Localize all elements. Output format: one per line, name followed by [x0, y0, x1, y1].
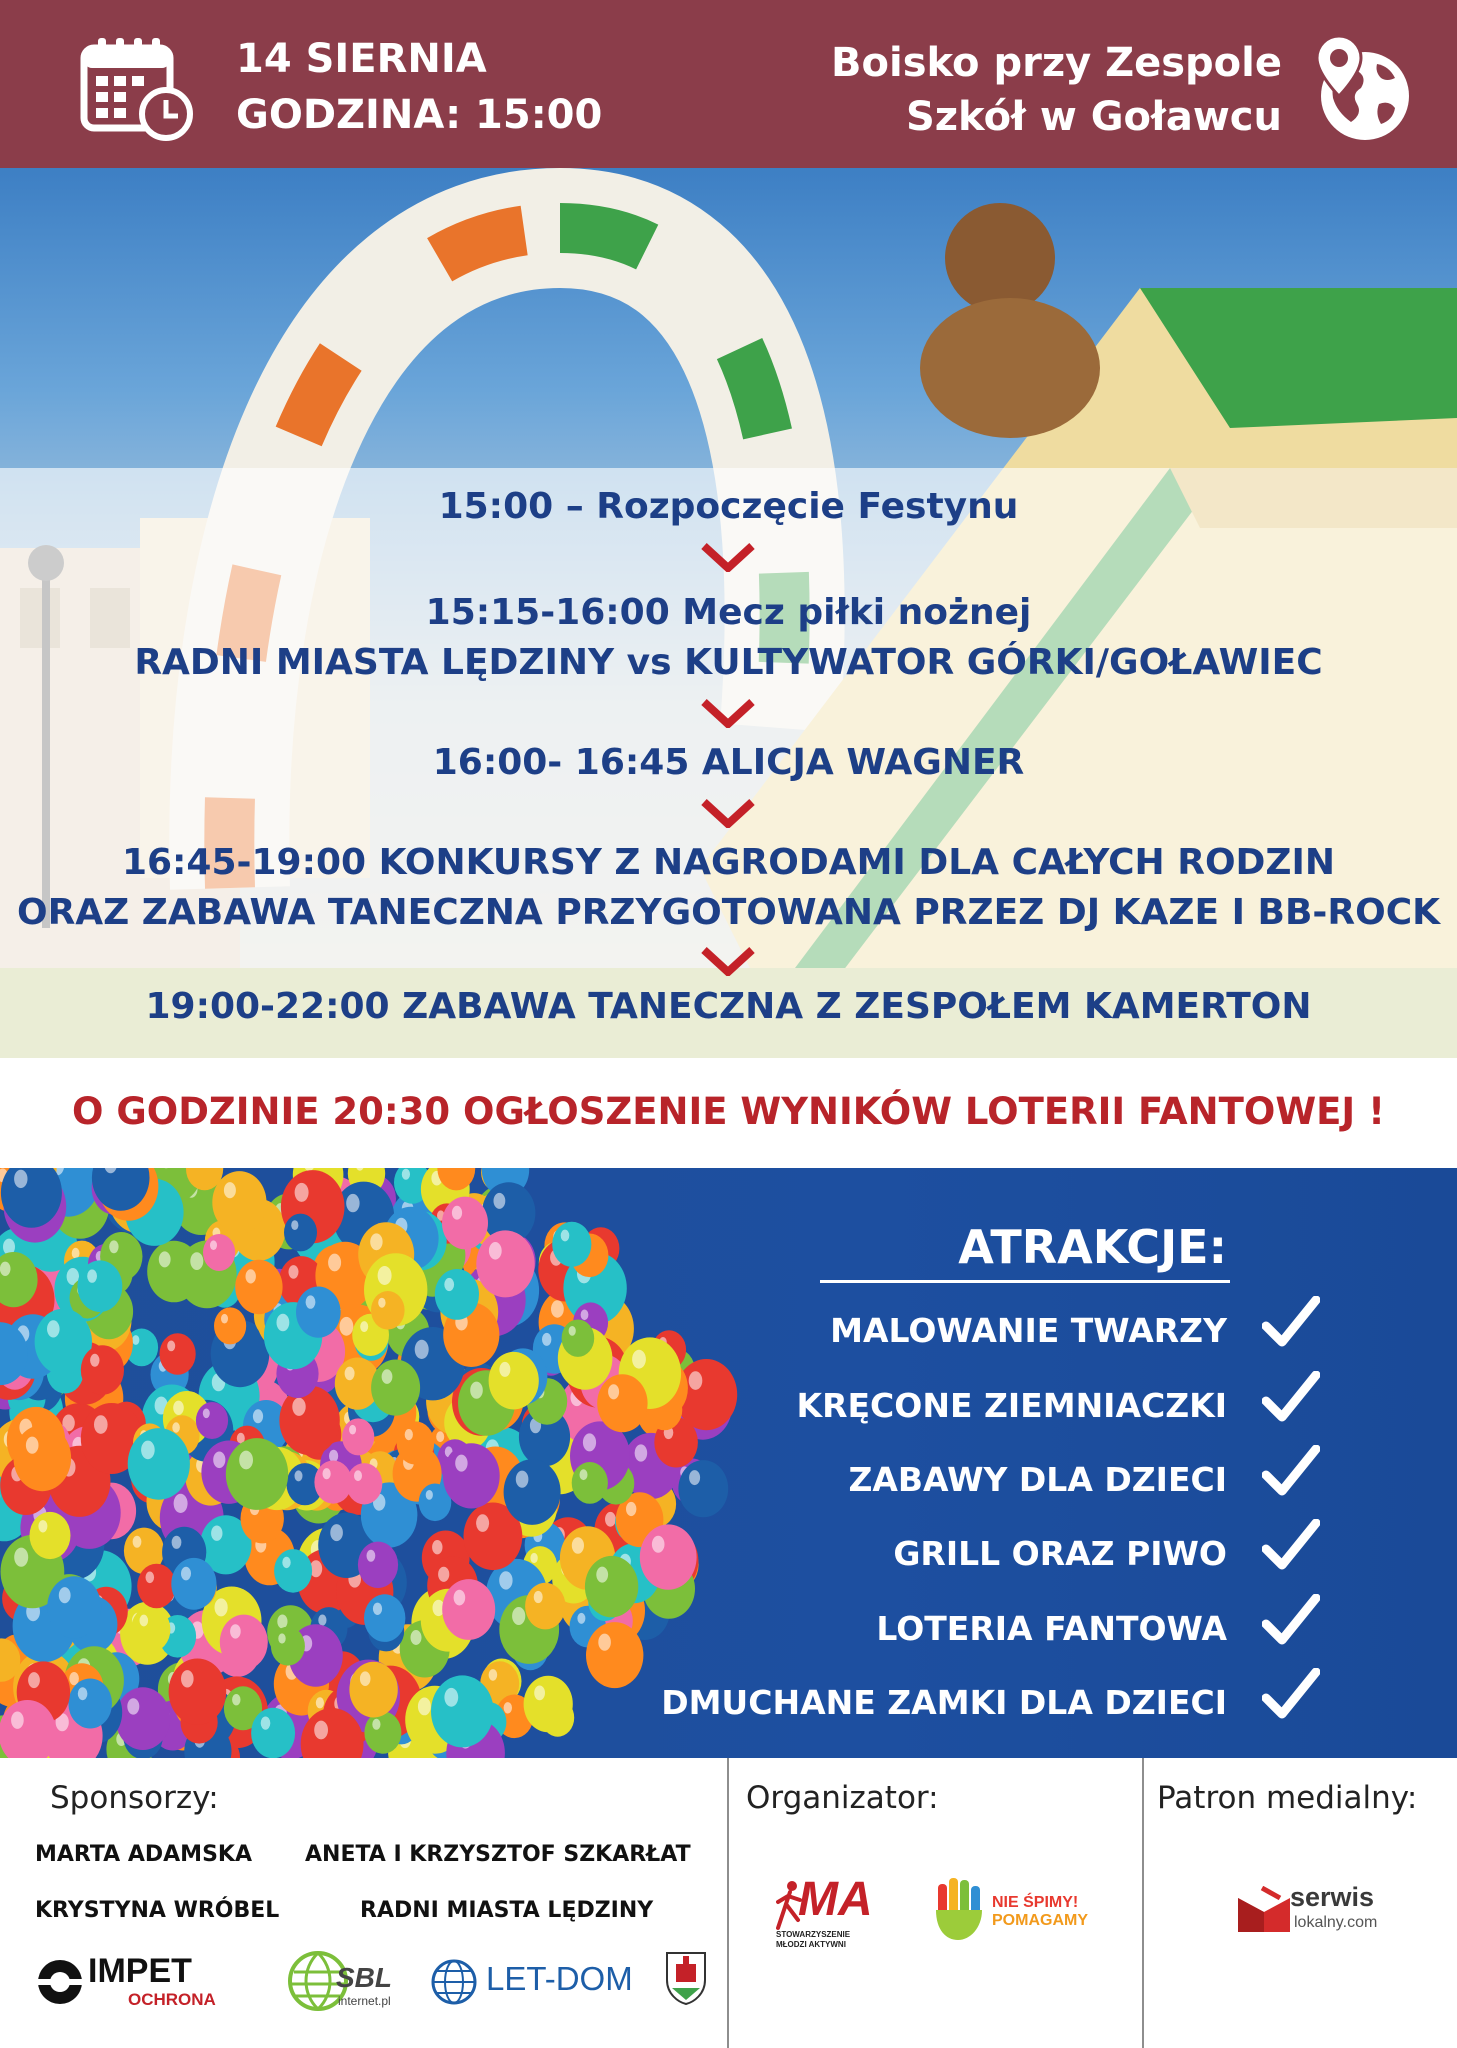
balloon-highlight: [11, 1712, 24, 1729]
balloon-shape: [169, 1659, 227, 1725]
attraction-item: LOTERIA FANTOWA: [876, 1609, 1227, 1648]
balloon-highlight: [608, 1384, 619, 1399]
serwis-subtitle: lokalny.com: [1294, 1914, 1378, 1931]
balloon-highlight: [211, 1526, 222, 1541]
balloon-shape: [349, 1662, 397, 1718]
balloon-shape: [314, 1461, 352, 1504]
balloon-highlight: [159, 1251, 171, 1267]
balloon-shape: [203, 1234, 235, 1271]
balloon-shape: [160, 1333, 196, 1375]
balloon-highlight: [444, 1688, 458, 1707]
event-date: 14 SIERNIA: [236, 36, 487, 82]
balloon-highlight: [346, 1194, 359, 1212]
checkmark-icon: [1262, 1519, 1320, 1571]
balloon-shape: [442, 1197, 488, 1250]
balloon-highlight: [561, 1230, 570, 1242]
sma-letters: MA: [798, 1873, 873, 1926]
balloon-highlight: [569, 1326, 576, 1336]
balloon-highlight: [378, 1298, 385, 1308]
balloon-shape: [14, 1425, 72, 1491]
schedule-item-football-teams: RADNI MIASTA LĘDZINY vs KULTYWATOR GÓRKI/GOŁAWIEC: [134, 642, 1323, 683]
balloon-shape: [572, 1462, 608, 1504]
balloon-highlight: [278, 1633, 285, 1643]
balloon-highlight: [436, 1431, 444, 1442]
balloon-highlight: [291, 1220, 298, 1230]
balloon-highlight: [572, 1537, 584, 1554]
schedule-item-football: 15:15-16:00 Mecz piłki nożnej: [425, 592, 1032, 633]
balloon-shape: [274, 1549, 312, 1593]
balloon-highlight: [172, 1422, 180, 1432]
balloon-highlight: [370, 1233, 382, 1250]
coat-of-arms-icon: [664, 1950, 708, 2006]
sbl-subtitle: internet.pl: [338, 1994, 391, 2008]
balloon-highlight: [489, 1669, 498, 1681]
serwis-lokalny-logo: [1236, 1876, 1396, 1946]
balloon-highlight: [14, 1548, 28, 1567]
balloon-highlight: [90, 1354, 99, 1367]
balloon-shape: [131, 1607, 170, 1652]
balloon-highlight: [318, 1615, 326, 1626]
place-block: [817, 34, 1417, 144]
balloon-highlight: [277, 1314, 290, 1332]
balloon-highlight: [405, 1429, 413, 1440]
balloon-highlight: [551, 1300, 564, 1317]
attraction-item: DMUCHANE ZAMKI DLA DZIECI: [661, 1683, 1227, 1722]
balloon-highlight: [181, 1567, 191, 1581]
impet-logo: [36, 1952, 236, 2012]
balloon-shape: [81, 1345, 124, 1395]
schedule-item-start: 15:00 – Rozpoczęcie Festynu: [438, 486, 1019, 527]
announcement-text: O GODZINIE 20:30 OGŁOSZENIE WYNIKÓW LOTERII FANTOWEJ !: [72, 1090, 1385, 1133]
sponsor-name: KRYSTYNA WRÓBEL: [35, 1898, 280, 1923]
letdom-name: LET-DOM: [486, 1960, 633, 1997]
balloon-highlight: [534, 1591, 543, 1603]
balloon-highlight: [261, 1717, 271, 1730]
balloon-highlight: [542, 1333, 551, 1346]
chevron-down-icon: [700, 542, 756, 572]
balloon-highlight: [499, 1362, 510, 1377]
balloon-highlight: [340, 1317, 354, 1336]
balloon-highlight: [330, 1524, 343, 1541]
balloon-highlight: [38, 1520, 47, 1532]
balloon-shape: [397, 1421, 435, 1464]
attractions-section: [0, 1168, 1457, 1758]
lottery-announcement: [0, 1058, 1457, 1168]
balloon-highlight: [323, 1468, 331, 1479]
sma-logo: [776, 1873, 876, 1958]
balloon-highlight: [316, 1697, 324, 1708]
location-globe-icon: [1307, 34, 1417, 144]
nie-spimy-logo: [930, 1876, 1110, 1946]
balloon-shape: [116, 1687, 171, 1750]
balloon-shape: [30, 1512, 71, 1559]
balloon-highlight: [411, 1630, 422, 1645]
schedule: [0, 486, 1457, 1046]
balloon-highlight: [499, 1571, 512, 1589]
balloon-shape: [342, 1418, 374, 1455]
balloon-highlight: [360, 1671, 371, 1686]
balloon-shape: [78, 1260, 123, 1312]
footer: [0, 1758, 1457, 2048]
balloon-highlight: [516, 1471, 529, 1488]
organizer-label: Organizator:: [746, 1780, 939, 1816]
balloon-shape: [431, 1675, 494, 1747]
sponsors-label: Sponsorzy:: [50, 1780, 219, 1816]
balloon-highlight: [295, 1470, 303, 1481]
balloon-highlight: [452, 1206, 462, 1220]
balloon-highlight: [577, 1613, 585, 1624]
balloon-shape: [552, 1222, 591, 1267]
schedule-item-concert: 16:00- 16:45 ALICJA WAGNER: [432, 742, 1025, 783]
balloon-highlight: [246, 1269, 256, 1283]
balloon-shape: [524, 1676, 573, 1733]
balloon-highlight: [109, 1240, 118, 1253]
balloon-highlight: [239, 1451, 253, 1470]
balloon-highlight: [345, 1367, 355, 1381]
checkmark-icon: [1262, 1296, 1320, 1348]
letdom-logo: [430, 1954, 633, 2010]
balloon-highlight: [373, 1603, 382, 1615]
balloon-highlight: [455, 1455, 467, 1472]
sponsor-name: ANETA I KRZYSZTOF SZKARŁAT: [305, 1842, 691, 1867]
balloon-shape: [128, 1428, 190, 1500]
balloon-highlight: [221, 1314, 228, 1324]
attraction-item: MALOWANIE TWARZY: [830, 1311, 1227, 1350]
serwis-lokalny-emblem-icon: [1236, 1886, 1292, 1934]
balloon-highlight: [253, 1409, 263, 1423]
balloon-highlight: [382, 1369, 393, 1384]
balloon-shape: [47, 1576, 101, 1638]
balloon-highlight: [372, 1719, 380, 1730]
sma-subtitle-1: STOWARZYSZENIE: [776, 1930, 851, 1939]
balloon-shape: [585, 1556, 638, 1617]
balloon-highlight: [133, 1536, 142, 1548]
balloon-shape: [251, 1708, 295, 1758]
balloon-highlight: [282, 1557, 290, 1568]
balloon-shape: [364, 1711, 401, 1753]
balloon-highlight: [598, 1634, 611, 1651]
footer-divider: [727, 1758, 729, 2048]
balloon-highlight: [438, 1567, 449, 1582]
balloon-highlight: [26, 1437, 39, 1454]
balloon-highlight: [360, 1321, 368, 1332]
balloon-highlight: [354, 1470, 362, 1481]
checkmark-icon: [1262, 1371, 1320, 1423]
balloon-highlight: [141, 1441, 155, 1460]
balloon-shape: [235, 1260, 282, 1314]
attraction-item: GRILL ORAZ PIWO: [893, 1534, 1227, 1573]
hand-icon: [930, 1876, 990, 1942]
balloon-shape: [489, 1352, 539, 1410]
balloon-highlight: [626, 1502, 636, 1516]
balloon-highlight: [78, 1687, 88, 1700]
balloon-shape: [226, 1438, 288, 1510]
balloon-highlight: [190, 1252, 203, 1270]
balloon-highlight: [173, 1401, 184, 1415]
header-band: [0, 0, 1457, 168]
checkmark-icon: [1262, 1668, 1320, 1720]
balloons-image: [0, 1168, 760, 1758]
balloon-shape: [284, 1214, 317, 1252]
balloon-highlight: [378, 1266, 392, 1285]
event-time: GODZINA: 15:00: [236, 92, 603, 138]
balloon-highlight: [444, 1278, 454, 1291]
balloon-shape: [442, 1579, 495, 1640]
schedule-item-band: 19:00-22:00 ZABAWA TANECZNA Z ZESPOŁEM KAMERTON: [145, 986, 1312, 1027]
balloon-shape: [562, 1320, 595, 1357]
balloon-highlight: [146, 1572, 155, 1584]
balloon-highlight: [28, 1672, 40, 1688]
sbl-logo: [288, 1948, 408, 2018]
balloon-highlight: [215, 1598, 228, 1616]
balloon-highlight: [59, 1587, 71, 1603]
balloon-highlight: [230, 1624, 241, 1638]
serwis-name: serwis: [1290, 1882, 1375, 1912]
balloon-highlight: [0, 1262, 11, 1276]
balloon-shape: [640, 1524, 697, 1589]
impet-emblem-icon: [36, 1958, 84, 2006]
chevron-down-icon: [700, 946, 756, 976]
impet-name: IMPET: [88, 1952, 192, 1990]
balloon-shape: [371, 1291, 405, 1330]
balloon-shape: [443, 1443, 500, 1508]
balloon-highlight: [605, 1512, 616, 1527]
balloon-highlight: [72, 1248, 80, 1259]
balloon-highlight: [167, 1341, 175, 1352]
chevron-down-icon: [700, 798, 756, 828]
balloon-highlight: [295, 1183, 309, 1202]
balloon-shape: [212, 1171, 266, 1233]
balloon-highlight: [632, 1350, 646, 1369]
balloon-highlight: [94, 1415, 108, 1434]
balloon-highlight: [415, 1340, 429, 1359]
balloon-highlight: [132, 1335, 139, 1345]
letdom-globe-icon: [430, 1958, 478, 2006]
balloon-shape: [525, 1583, 565, 1630]
balloon-highlight: [213, 1452, 225, 1469]
balloon-shape: [296, 1287, 341, 1338]
balloon-highlight: [534, 1686, 545, 1701]
balloon-shape: [435, 1269, 479, 1320]
balloon-highlight: [512, 1607, 525, 1625]
balloon-highlight: [454, 1590, 466, 1606]
balloon-highlight: [306, 1295, 316, 1308]
checkmark-icon: [1262, 1594, 1320, 1646]
balloon-shape: [279, 1386, 339, 1456]
balloon-highlight: [470, 1382, 483, 1399]
balloon-highlight: [596, 1567, 608, 1583]
balloon-highlight: [203, 1409, 210, 1419]
balloon-highlight: [689, 1371, 703, 1390]
footer-divider: [1142, 1758, 1144, 2048]
schedule-item-contests: 16:45-19:00 KONKURSY Z NAGRODAMI DLA CAŁYCH RODZIN: [121, 842, 1336, 883]
sma-subtitle-2: MŁODZI AKTYWNI: [776, 1940, 846, 1949]
balloon-shape: [597, 1374, 647, 1432]
balloon-shape: [171, 1558, 216, 1610]
place-line-1: Boisko przy Zespole: [831, 40, 1282, 86]
balloon-shape: [220, 1615, 268, 1670]
balloon-highlight: [652, 1536, 665, 1553]
balloon-highlight: [349, 1425, 356, 1435]
balloon-shape: [504, 1459, 561, 1525]
balloon-highlight: [635, 1444, 648, 1461]
attractions-title: ATRAKCJE:: [958, 1220, 1227, 1274]
balloon-highlight: [504, 1702, 512, 1713]
balloon-highlight: [47, 1320, 60, 1337]
balloon-shape: [271, 1627, 305, 1666]
balloon-highlight: [292, 1398, 305, 1416]
balloon-highlight: [314, 1721, 328, 1740]
balloon-shape: [586, 1622, 643, 1688]
balloon-highlight: [181, 1670, 194, 1687]
balloon-highlight: [489, 1242, 502, 1260]
balloon-highlight: [224, 1182, 236, 1198]
balloon-highlight: [329, 1450, 338, 1463]
balloon-highlight: [580, 1469, 588, 1480]
balloon-shape: [371, 1360, 420, 1416]
balloon-highlight: [127, 1698, 139, 1714]
balloon-highlight: [418, 1698, 431, 1716]
attractions-underline: [820, 1280, 1230, 1283]
calendar-clock-icon: [80, 34, 195, 144]
balloon-highlight: [402, 1169, 410, 1180]
balloon-highlight: [583, 1433, 596, 1451]
checkmark-icon: [1262, 1445, 1320, 1497]
balloon-highlight: [140, 1615, 149, 1627]
balloon-highlight: [87, 1269, 97, 1282]
place-line-2: Szkół w Goławcu: [905, 94, 1282, 140]
balloon-highlight: [172, 1536, 182, 1549]
patron-label: Patron medialny:: [1157, 1780, 1418, 1816]
balloon-highlight: [14, 1170, 27, 1188]
balloon-shape: [196, 1402, 228, 1439]
chevron-down-icon: [700, 698, 756, 728]
nie-spimy-line-1: NIE ŚPIMY!: [992, 1894, 1079, 1911]
sponsor-name: MARTA ADAMSKA: [35, 1842, 252, 1867]
schedule-item-dance: ORAZ ZABAWA TANECZNA PRZYGOTOWANA PRZEZ DJ KAZE I BB-ROCK: [16, 892, 1441, 933]
balloon-highlight: [432, 1540, 442, 1554]
balloon-highlight: [232, 1694, 240, 1705]
date-block: [80, 34, 640, 144]
balloon-highlight: [289, 1265, 299, 1279]
sbl-name: SBL: [336, 1962, 392, 1993]
balloon-highlight: [689, 1470, 700, 1485]
balloon-shape: [678, 1460, 728, 1517]
nie-spimy-line-2: POMAGAMY: [992, 1912, 1088, 1929]
balloon-highlight: [210, 1240, 217, 1250]
balloon-shape: [358, 1542, 398, 1588]
balloon-shape: [476, 1230, 534, 1297]
balloon-highlight: [328, 1254, 341, 1272]
balloon-shape: [364, 1594, 405, 1642]
balloon-shape: [68, 1679, 112, 1729]
balloon-highlight: [367, 1550, 376, 1562]
sponsor-name: RADNI MIASTA LĘDZINY: [360, 1898, 654, 1923]
balloon-highlight: [174, 1494, 188, 1513]
balloon-highlight: [426, 1490, 433, 1500]
balloon-highlight: [530, 1553, 537, 1563]
impet-subtitle: OCHRONA: [128, 1990, 216, 2009]
attraction-item: KRĘCONE ZIEMNIACZKI: [796, 1386, 1227, 1425]
balloon-shape: [137, 1564, 176, 1609]
balloon-shape: [214, 1307, 246, 1344]
balloon-highlight: [476, 1514, 489, 1532]
inflatable-photo: [0, 168, 1457, 1058]
balloon-highlight: [494, 1193, 506, 1209]
balloon-highlight: [581, 1310, 589, 1321]
balloon-highlight: [277, 1615, 287, 1629]
attraction-item: ZABAWY DLA DZIECI: [848, 1460, 1227, 1499]
